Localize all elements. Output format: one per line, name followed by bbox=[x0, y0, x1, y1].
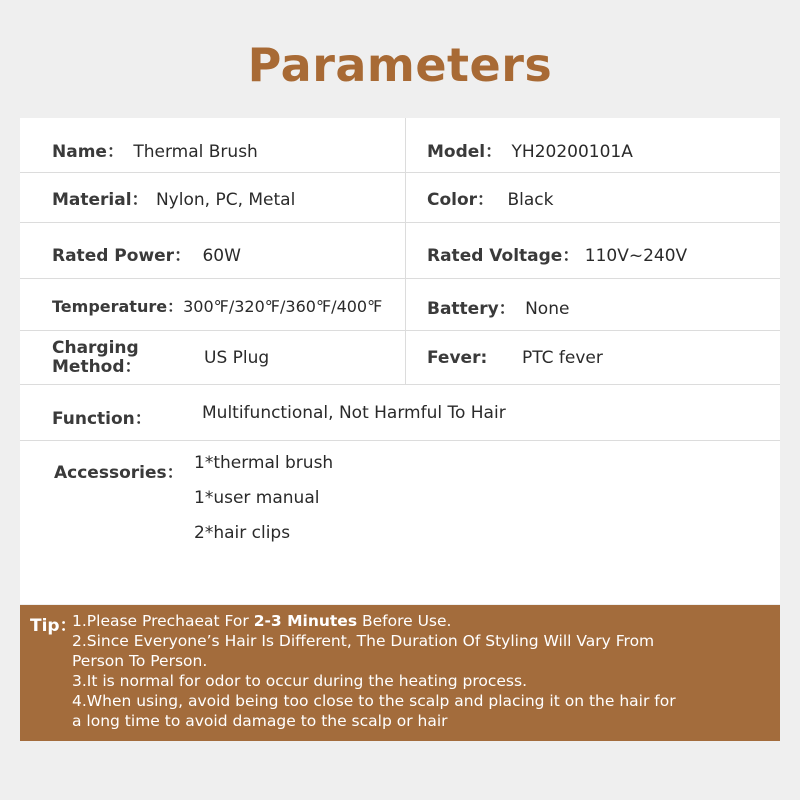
charging-label-line1: Charging bbox=[52, 338, 139, 358]
model-row bbox=[427, 137, 633, 162]
tip-line-1-pre: 1.Please Prechaeat For bbox=[72, 612, 254, 630]
charging-label-line2: Method： bbox=[52, 357, 142, 377]
fever-row bbox=[427, 348, 487, 368]
temperature-value: 300℉/320℉/360℉/400℉ bbox=[183, 297, 383, 316]
row-divider bbox=[20, 172, 780, 173]
name-row bbox=[52, 137, 258, 162]
temperature-row bbox=[52, 294, 382, 317]
color-label: Color： bbox=[427, 190, 495, 210]
fever-value: PTC fever bbox=[522, 348, 603, 368]
rated-voltage-row bbox=[427, 241, 687, 266]
tip-line-2: 2.Since Everyone’s Hair Is Different, The Duration Of Styling Will Vary From bbox=[72, 632, 655, 650]
material-label: Material： bbox=[52, 190, 149, 210]
model-label: Model： bbox=[427, 142, 503, 162]
material-row bbox=[52, 185, 295, 210]
rated-power-value: 60W bbox=[202, 246, 241, 266]
charging-method-label bbox=[52, 339, 142, 377]
color-row bbox=[427, 185, 553, 210]
tip-line-5: 4.When using, avoid being too close to the scalp and placing it on the hair for bbox=[72, 692, 676, 710]
color-value: Black bbox=[507, 190, 554, 210]
temperature-label: Temperature： bbox=[52, 297, 184, 316]
model-value: YH20200101A bbox=[511, 142, 633, 162]
fever-label: Fever: bbox=[427, 348, 488, 368]
row-divider bbox=[20, 330, 780, 331]
rated-voltage-value: 110V~240V bbox=[584, 246, 688, 266]
tip-line-3: Person To Person. bbox=[72, 652, 208, 670]
tip-box bbox=[20, 605, 780, 741]
name-label: Name： bbox=[52, 142, 124, 162]
tip-line-4: 3.It is normal for odor to occur during the heating process. bbox=[72, 672, 528, 690]
tip-line-1-bold: 2-3 Minutes bbox=[253, 612, 358, 630]
accessory-item: 2*hair clips bbox=[194, 523, 291, 543]
row-divider bbox=[20, 222, 780, 223]
tip-line-1-post: Before Use. bbox=[357, 612, 452, 630]
charging-method-value: US Plug bbox=[204, 348, 270, 368]
material-value: Nylon, PC, Metal bbox=[155, 190, 296, 210]
accessory-item: 1*user manual bbox=[194, 488, 320, 508]
row-divider bbox=[20, 278, 780, 279]
function-label: Function： bbox=[52, 409, 152, 429]
battery-value: None bbox=[525, 299, 570, 319]
rated-power-label: Rated Power： bbox=[52, 246, 192, 266]
battery-label: Battery： bbox=[427, 299, 516, 319]
row-divider bbox=[20, 440, 780, 441]
column-divider bbox=[405, 118, 406, 384]
accessory-item: 1*thermal brush bbox=[194, 453, 334, 473]
rated-voltage-label: Rated Voltage： bbox=[427, 246, 580, 266]
tip-line-1 bbox=[72, 611, 451, 631]
name-value: Thermal Brush bbox=[133, 142, 258, 162]
function-value: Multifunctional, Not Harmful To Hair bbox=[202, 403, 506, 423]
accessories-label: Accessories： bbox=[54, 463, 184, 483]
rated-power-row bbox=[52, 241, 241, 266]
tip-label: Tip： bbox=[30, 616, 77, 636]
battery-row bbox=[427, 294, 569, 319]
row-divider bbox=[20, 384, 780, 385]
tip-line-6: a long time to avoid damage to the scalp or hair bbox=[72, 712, 448, 730]
page-title: Parameters bbox=[247, 38, 553, 92]
